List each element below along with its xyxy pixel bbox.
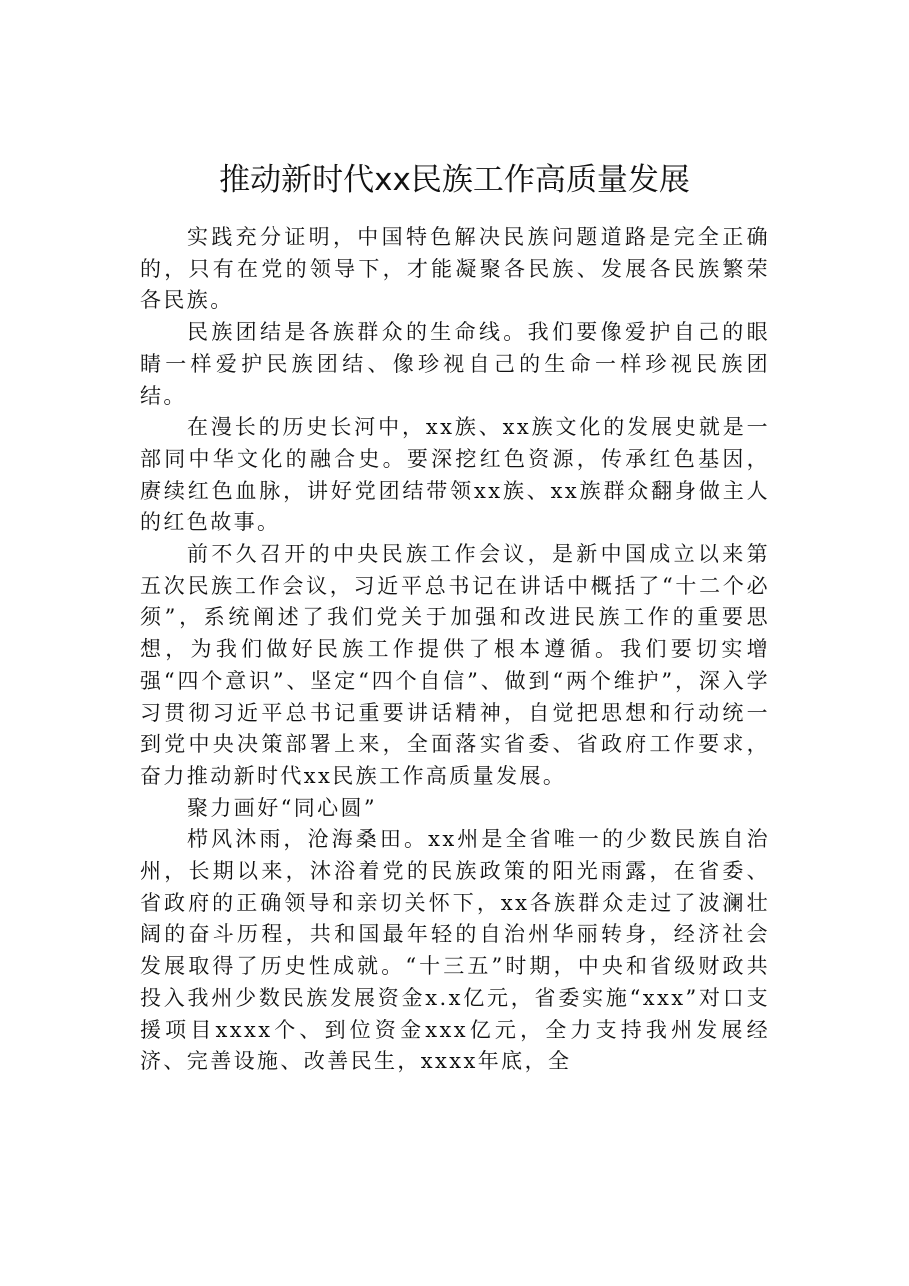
document-body xyxy=(140,222,770,1078)
paragraph: 前不久召开的中央民族工作会议，是新中国成立以来第五次民族工作会议，习近平总书记在讲话中概括了“十二个必须”，系统阐述了我们党关于加强和改进民族工作的重要思想，为我们做好民族工作提供了根本遵循。我们要切实增强“四个意识”、坚定“四个自信”、做到“两个维护”，深入学习贯彻习近平总书记重要讲话精神，自觉把思想和行动统一到党中央决策部署上来，全面落实省委、省政府工作要求，奋力推动新时代xx民族工作高质量发展。 xyxy=(140,542,770,788)
paragraph: 实践充分证明，中国特色解决民族问题道路是完全正确的，只有在党的领导下，才能凝聚各民族、发展各民族繁荣各民族。 xyxy=(140,225,770,313)
section-heading: 聚力画好“同心圆” xyxy=(187,795,378,820)
paragraph: 栉风沐雨，沧海桑田。xx州是全省唯一的少数民族自治州，长期以来，沐浴着党的民族政策的阳光雨露，在省委、省政府的正确领导和亲切关怀下，xx各族群众走过了波澜壮阔的奋斗历程，共和国最年轻的自治州华丽转身，经济社会发展取得了历史性成就。“十三五”时期，中央和省级财政共投入我州少数民族发展资金x.x亿元，省委实施“xxx”对口支援项目xxxx个、到位资金xxx亿元，全力支持我州发展经济、完善设施、改善民生，xxxx年底，全 xyxy=(140,827,770,1074)
paragraph: 在漫长的历史长河中，xx族、xx族文化的发展史就是一部同中华文化的融合史。要深挖红色资源，传承红色基因，赓续红色血脉，讲好党团结带领xx族、xx族群众翻身做主人的红色故事。 xyxy=(140,415,770,535)
paragraph: 民族团结是各族群众的生命线。我们要像爱护自己的眼睛一样爱护民族团结、像珍视自己的生命一样珍视民族团结。 xyxy=(140,320,770,408)
document-title: 推动新时代xx民族工作高质量发展 xyxy=(219,162,690,198)
